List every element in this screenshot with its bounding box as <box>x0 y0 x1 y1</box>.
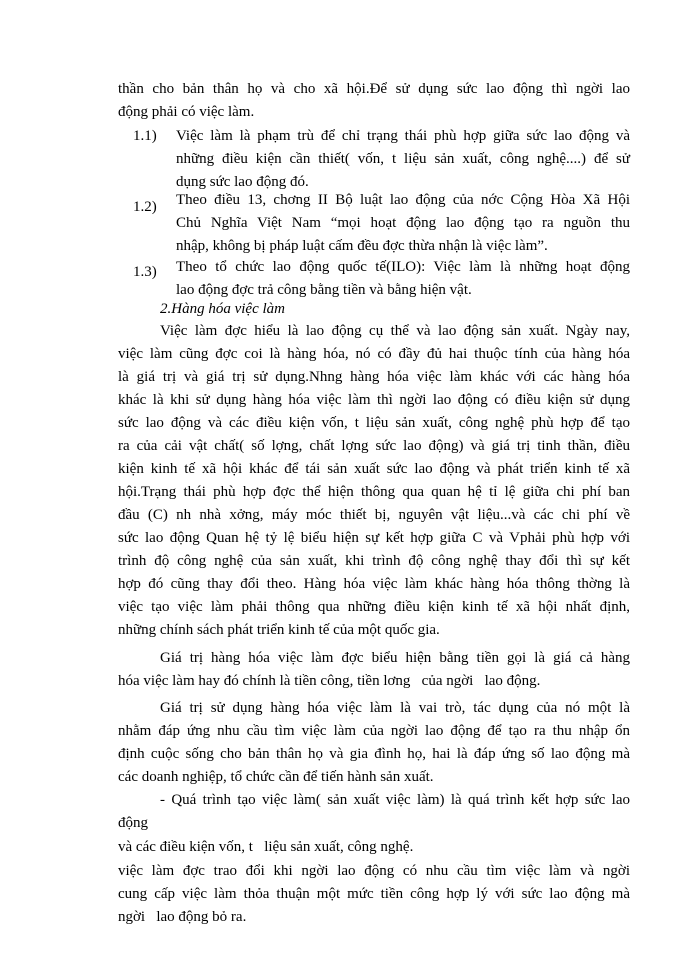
paragraph-line: ngời lao động bỏ ra. <box>118 909 247 925</box>
paragraph-line: cung cấp việc làm thỏa thuận một mức tiền công hợp lý với sức lao động mà <box>118 886 630 902</box>
paragraph-line: việc làm cũng đợc coi là hàng hóa, nó có đầy đủ hai thuộc tính của hàng hóa <box>118 346 630 362</box>
paragraph-line: việc tạo việc làm phải thông qua những điều kiện kinh tế xã hội nhất định, <box>118 599 630 615</box>
paragraph-line: hợp đó cũng thay đổi theo. Hàng hóa việc làm khác hàng hóa thông thờng là <box>118 576 630 592</box>
item-line: Theo điều 13, chơng II Bộ luật lao động của nớc Cộng Hòa Xã Hội <box>176 192 630 208</box>
paragraph-line: thần cho bản thân họ và cho xã hội.Để sử dụng sức lao động thì ngời lao <box>118 81 630 97</box>
paragraph-line: động <box>118 815 148 831</box>
paragraph-line: động phải có việc làm. <box>118 104 255 120</box>
paragraph-line: Giá trị sử dụng hàng hóa việc làm là vai trò, tác dụng của nó một là <box>160 700 630 716</box>
paragraph-line: sức lao động Quan hệ tỷ lệ biểu hiện sự kết hợp giữa C và Vphải phù hợp với <box>118 530 630 546</box>
item-number: 1.3) <box>133 264 157 280</box>
paragraph-line: - Quá trình tạo việc làm( sản xuất việc làm) là quá trình kết hợp sức lao <box>160 792 630 808</box>
section-heading: 2.Hàng hóa việc làm <box>160 301 285 317</box>
item-line: nhập, không bị pháp luật cấm đều đợc thừa nhận là việc làm”. <box>176 238 548 254</box>
item-line: Theo tổ chức lao động quốc tế(ILO): Việc làm là những hoạt động <box>176 259 630 275</box>
item-line: Việc làm là phạm trù để chỉ trạng thái phù hợp giữa sức lao động và <box>176 128 630 144</box>
paragraph-line: và các điều kiện vốn, t liệu sản xuất, công nghệ. <box>118 839 414 855</box>
paragraph-line: Việc làm đợc hiểu là lao động cụ thể và lao động sản xuất. Ngày nay, <box>160 323 630 339</box>
paragraph-line: những chính sách phát triển kinh tế của một quốc gia. <box>118 622 440 638</box>
item-line: những điều kiện cần thiết( vốn, t liệu sản xuất, công nghệ....) để sử <box>176 151 630 167</box>
paragraph-line: hội.Trạng thái phù hợp đợc thể hiện thông qua quan hệ tỉ lệ giữa chi phí ban <box>118 484 630 500</box>
paragraph-line: định cuộc sống cho bản thân họ và gia đình họ, hai là đáp ứng số lao động mà <box>118 746 630 762</box>
paragraph-line: các doanh nghiệp, tổ chức cần để tiến hành sản xuất. <box>118 769 434 785</box>
item-line: Chủ Nghĩa Việt Nam “mọi hoạt động lao động tạo ra nguồn thu <box>176 215 630 231</box>
paragraph-line: đầu (C) nh nhà xởng, máy móc thiết bị, nguyên vật liệu...và các chi phí về <box>118 507 630 523</box>
paragraph-line: là giá trị và giá trị sử dụng.Nhng hàng hóa việc làm khác với các hàng hóa <box>118 369 630 385</box>
item-number: 1.1) <box>133 128 157 144</box>
item-number: 1.2) <box>133 199 157 215</box>
paragraph-line: trình độ công nghệ của sản xuất, khi trình độ công nghệ thay đổi thì sự kết <box>118 553 630 569</box>
item-line: lao động đợc trả công bằng tiền và bằng hiện vật. <box>176 282 472 298</box>
paragraph-line: kiện kinh tế xã hội khác để tái sản xuất sức lao động và phát triển kinh tế xã <box>118 461 630 477</box>
paragraph-line: hóa việc làm hay đó chính là tiền công, tiền lơng của ngời lao động. <box>118 673 541 689</box>
paragraph-line: Giá trị hàng hóa việc làm đợc biểu hiện bằng tiền gọi là giá cả hàng <box>160 650 630 666</box>
paragraph-line: sức lao động và các điều kiện vốn, t liệu sản xuất, công nghệ phù hợp để tạo <box>118 415 630 431</box>
item-line: dụng sức lao động đó. <box>176 174 309 190</box>
paragraph-line: việc làm đợc trao đổi khi ngời lao động có nhu cầu tìm việc làm và ngời <box>118 863 630 879</box>
paragraph-line: ra của cải vật chất( số lợng, chất lợng sức lao động) và giá trị tinh thần, điều <box>118 438 630 454</box>
paragraph-line: nhằm đáp ứng nhu cầu tìm việc làm của ngời lao động để tạo ra thu nhập ổn <box>118 723 630 739</box>
paragraph-line: khác là khi sử dụng hàng hóa việc làm thì ngời lao động có điều kiện sử dụng <box>118 392 630 408</box>
